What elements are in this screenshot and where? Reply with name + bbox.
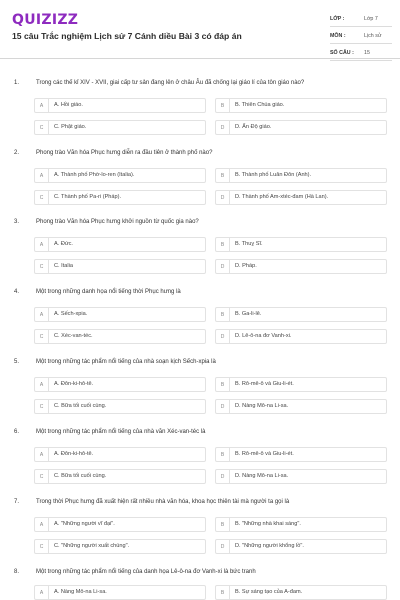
option-text: B. Thành phố Luân Đôn (Anh). <box>235 172 312 178</box>
option-a[interactable] <box>34 237 206 252</box>
option-key: A <box>35 238 49 251</box>
option-key: B <box>216 518 230 531</box>
option-key: A <box>35 99 49 112</box>
option-key: C <box>35 330 49 343</box>
option-key: D <box>216 470 230 483</box>
question-number: 4. <box>14 289 20 295</box>
option-b[interactable] <box>215 585 387 600</box>
option-key: D <box>216 330 230 343</box>
option-text: C. "Những người xuất chúng". <box>54 543 130 549</box>
option-key: D <box>216 400 230 413</box>
option-key: B <box>216 99 230 112</box>
option-text: A. Sếch-xpia. <box>54 311 88 317</box>
option-text: B. Rô-mê-ô và Giu-li-ét. <box>235 381 294 387</box>
option-key: A <box>35 448 49 461</box>
option-text: A. Đôn-ki-hô-tê. <box>54 451 94 457</box>
option-d[interactable] <box>215 539 387 554</box>
option-key: C <box>35 121 49 134</box>
question-number: 2. <box>14 150 20 156</box>
option-c[interactable] <box>34 329 206 344</box>
option-b[interactable] <box>215 168 387 183</box>
option-key: A <box>35 378 49 391</box>
option-a[interactable] <box>34 377 206 392</box>
option-text: B. Thiên Chúa giáo. <box>235 102 285 108</box>
meta-value: Lớp 7 <box>364 16 378 22</box>
meta-subject <box>330 29 392 44</box>
question-text: Một trong những tác phẩm nổi tiếng của nhà soạn kịch Sếch-xpia là <box>36 359 216 365</box>
option-key: B <box>216 238 230 251</box>
option-text: B. Sự sáng tạo của A-đam. <box>235 589 303 595</box>
option-d[interactable] <box>215 469 387 484</box>
option-text: C. Xéc-van-téc. <box>54 333 93 339</box>
option-a[interactable] <box>34 307 206 322</box>
option-key: C <box>35 260 49 273</box>
meta-value: Lịch sử <box>364 33 382 39</box>
option-key: B <box>216 169 230 182</box>
option-text: D. "Những người khổng lồ". <box>235 543 304 549</box>
option-d[interactable] <box>215 399 387 414</box>
question-text: Trong các thế kỉ XIV - XVII, giai cấp tư sản đang lên ở châu Âu đã chống lại giáo lí của tôn giáo nào? <box>36 80 305 86</box>
option-key: D <box>216 260 230 273</box>
option-text: D. Nàng Mô-na Li-sa. <box>235 403 289 409</box>
option-text: B. Rô-mê-ô và Giu-li-ét. <box>235 451 294 457</box>
option-key: B <box>216 586 230 599</box>
option-b[interactable] <box>215 517 387 532</box>
option-c[interactable] <box>34 120 206 135</box>
option-text: A. Hồi giáo. <box>54 102 83 108</box>
question-text: Một trong những tác phẩm nổi tiếng của danh họa Lê-ô-na đơ Vanh-xi là bức tranh <box>36 569 256 575</box>
option-a[interactable] <box>34 447 206 462</box>
option-key: A <box>35 586 49 599</box>
option-key: A <box>35 518 49 531</box>
question-number: 8. <box>14 569 20 575</box>
question-text: Phong trào Văn hóa Phục hưng khởi nguồn từ quốc gia nào? <box>36 219 199 225</box>
option-key: C <box>35 191 49 204</box>
question-text: Một trong những tác phẩm nổi tiếng của nhà văn Xéc-van-téc là <box>36 429 206 435</box>
option-b[interactable] <box>215 377 387 392</box>
option-text: D. Pháp. <box>235 263 257 269</box>
option-text: D. Ấn Độ giáo. <box>235 124 272 130</box>
meta-label: MÔN : <box>330 33 346 39</box>
option-c[interactable] <box>34 469 206 484</box>
question-text: Trong thời Phục hưng đã xuất hiện rất nhiều nhà văn hóa, khoa học thiên tài mà người ta gọi là <box>36 499 290 505</box>
option-key: B <box>216 308 230 321</box>
option-text: C. Bữa tối cuối cùng. <box>54 403 107 409</box>
option-key: A <box>35 169 49 182</box>
question-number: 3. <box>14 219 20 225</box>
page-header <box>0 0 400 59</box>
option-c[interactable] <box>34 190 206 205</box>
option-a[interactable] <box>34 585 206 600</box>
option-d[interactable] <box>215 259 387 274</box>
question-number: 7. <box>14 499 20 505</box>
option-b[interactable] <box>215 307 387 322</box>
option-text: B. Thuỵ Sĩ. <box>235 241 263 247</box>
option-text: A. Đức. <box>54 241 73 247</box>
option-key: C <box>35 540 49 553</box>
option-b[interactable] <box>215 447 387 462</box>
option-c[interactable] <box>34 539 206 554</box>
option-text: C. Thành phố Pa-ri (Pháp). <box>54 194 122 200</box>
option-c[interactable] <box>34 259 206 274</box>
meta-value: 15 <box>364 50 370 56</box>
option-key: A <box>35 308 49 321</box>
question-text: Một trong những danh họa nổi tiếng thời Phục hưng là <box>36 289 181 295</box>
option-key: C <box>35 470 49 483</box>
page-title: 15 câu Trắc nghiệm Lịch sử 7 Cánh diều Bài 3 có đáp án <box>12 31 242 41</box>
meta-label: SỐ CÂU : <box>330 50 354 56</box>
option-key: D <box>216 540 230 553</box>
option-a[interactable] <box>34 168 206 183</box>
meta-question-count <box>330 46 392 61</box>
option-key: D <box>216 191 230 204</box>
option-key: B <box>216 448 230 461</box>
option-d[interactable] <box>215 120 387 135</box>
quizizz-logo: QUIZIZZ <box>12 12 79 28</box>
option-text: D. Thành phố Am-xtéc-đam (Hà Lan). <box>235 194 329 200</box>
option-c[interactable] <box>34 399 206 414</box>
option-text: B. "Những nhà khai sáng". <box>235 521 301 527</box>
question-number: 6. <box>14 429 20 435</box>
option-key: C <box>35 400 49 413</box>
option-text: C. Bữa tối cuối cùng. <box>54 473 107 479</box>
option-text: D. Lê-ô-na đơ Vanh-xi. <box>235 333 292 339</box>
meta-label: LỚP : <box>330 16 345 22</box>
option-text: C. Phật giáo. <box>54 124 87 130</box>
option-a[interactable] <box>34 98 206 113</box>
option-text: D. Nàng Mô-na Li-sa. <box>235 473 289 479</box>
meta-grade <box>330 12 392 27</box>
quiz-meta <box>330 12 392 63</box>
option-key: B <box>216 378 230 391</box>
option-text: A. Thành phố Phờ-lo-ren (Italia). <box>54 172 135 178</box>
option-a[interactable] <box>34 517 206 532</box>
option-d[interactable] <box>215 329 387 344</box>
option-key: D <box>216 121 230 134</box>
option-d[interactable] <box>215 190 387 205</box>
option-b[interactable] <box>215 237 387 252</box>
option-text: A. "Những người vĩ đại". <box>54 521 115 527</box>
option-text: C. Italia <box>54 263 73 269</box>
question-number: 5. <box>14 359 20 365</box>
option-text: B. Ga-li-lê. <box>235 311 262 317</box>
question-number: 1. <box>14 80 20 86</box>
option-b[interactable] <box>215 98 387 113</box>
option-text: A. Nàng Mô-na Li-sa. <box>54 589 107 595</box>
option-text: A. Đôn-ki-hô-tê. <box>54 381 94 387</box>
question-text: Phong trào Văn hóa Phục hưng diễn ra đầu tiên ở thành phố nào? <box>36 150 213 156</box>
